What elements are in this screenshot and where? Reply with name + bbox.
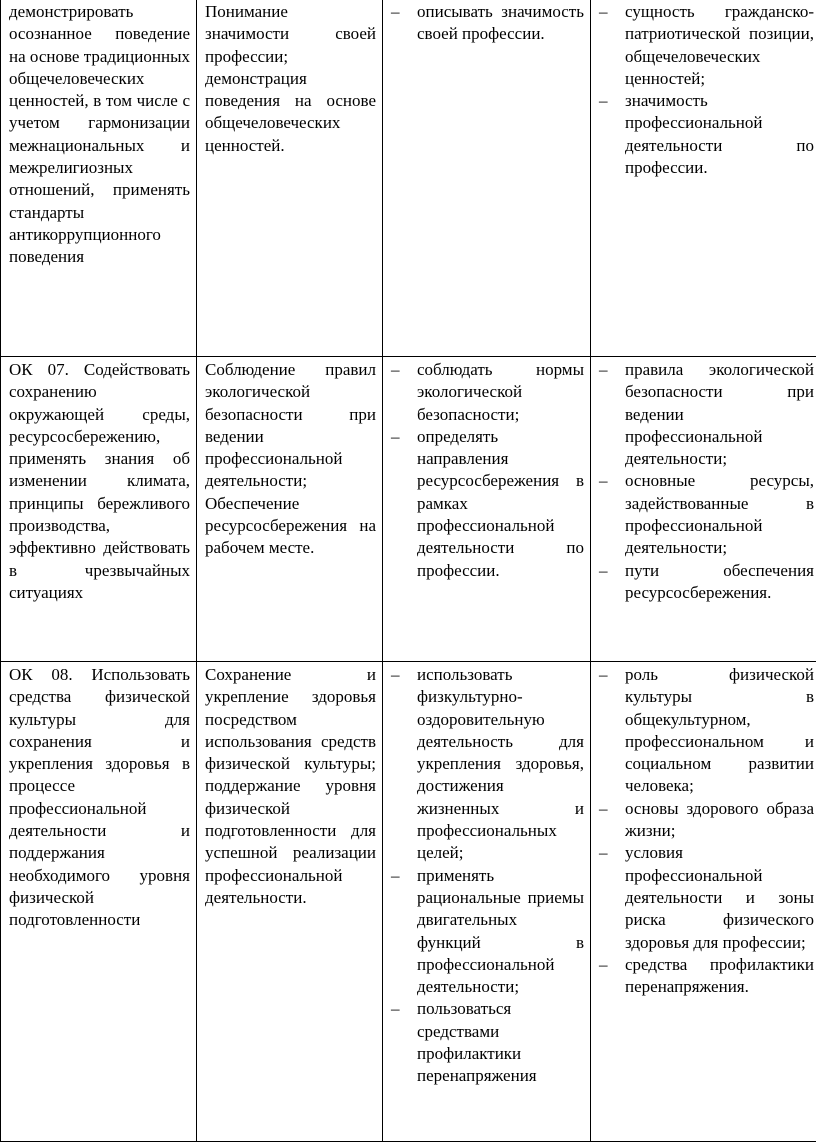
knowledge-cell (591, 662, 816, 1142)
list-item: – пути обеспечения ресурсосбережения. (599, 560, 814, 605)
list-item: – использовать физкультурно-оздоровительную деятельность для укрепления здоровья, достижения жизненных и профессиональных целей; (391, 664, 584, 865)
list-item: – сущность гражданско-патриотической позиции, общечеловеческих ценностей; (599, 1, 814, 90)
table-row (1, 357, 816, 662)
knowledge-cell (591, 0, 816, 357)
knowledge-list (599, 1, 814, 179)
list-item: – соблюдать нормы экологической безопасности; (391, 359, 584, 426)
knowledge-cell (591, 357, 816, 662)
list-item: – роль физической культуры в общекультурном, профессиональном и социальном развитии человека; (599, 664, 814, 798)
table-row (1, 0, 816, 357)
skills-list (391, 664, 584, 1088)
competency-cell: ОК 07. Содействовать сохранению окружающей среды, ресурсосбережению, применять знания об изменении климата, принципы бережливого производства, эффективно действовать в чрезвычайных ситуациях (1, 357, 197, 662)
skills-cell (383, 662, 591, 1142)
knowledge-list (599, 359, 814, 604)
list-item: – основы здорового образа жизни; (599, 798, 814, 843)
list-item: – средства профилактики перенапряжения. (599, 954, 814, 999)
competency-cell: демонстрировать осознанное поведение на основе традиционных общечеловеческих ценностей, в том числе с учетом гармонизации межнациональных и межрелигиозных отношений, применять стандарты антикоррупционного поведения (1, 0, 197, 357)
indicators-cell: Сохранение и укрепление здоровья посредством использования средств физической культуры; поддержание уровня физической подготовленности для успешной реализации профессиональной деятельности. (197, 662, 383, 1142)
list-item: – основные ресурсы, задействованные в профессиональной деятельности; (599, 470, 814, 559)
table-row (1, 662, 816, 1142)
skills-cell (383, 357, 591, 662)
indicators-cell: Понимание значимости своей профессии; демонстрация поведения на основе общечеловеческих ценностей. (197, 0, 383, 357)
skills-list (391, 359, 584, 582)
skills-cell (383, 0, 591, 357)
list-item: – правила экологической безопасности при ведении профессиональной деятельности; (599, 359, 814, 470)
list-item: – определять направления ресурсосбережения в рамках профессиональной деятельности по профессии. (391, 426, 584, 582)
list-item: – применять рациональные приемы двигательных функций в профессиональной деятельности; (391, 865, 584, 999)
list-item: – пользоваться средствами профилактики перенапряжения (391, 998, 584, 1087)
indicators-cell: Соблюдение правил экологической безопасности при ведении профессиональной деятельности; Обеспечение ресурсосбережения на рабочем месте. (197, 357, 383, 662)
list-item: – условия профессиональной деятельности и зоны риска физического здоровья для профессии; (599, 842, 814, 953)
knowledge-list (599, 664, 814, 998)
competency-cell: ОК 08. Использовать средства физической культуры для сохранения и укрепления здоровья в процессе профессиональной деятельности и поддержания необходимого уровня физической подготовленности (1, 662, 197, 1142)
list-item: – описывать значимость своей профессии. (391, 1, 584, 46)
list-item: – значимость профессиональной деятельности по профессии. (599, 90, 814, 179)
skills-list (391, 1, 584, 46)
